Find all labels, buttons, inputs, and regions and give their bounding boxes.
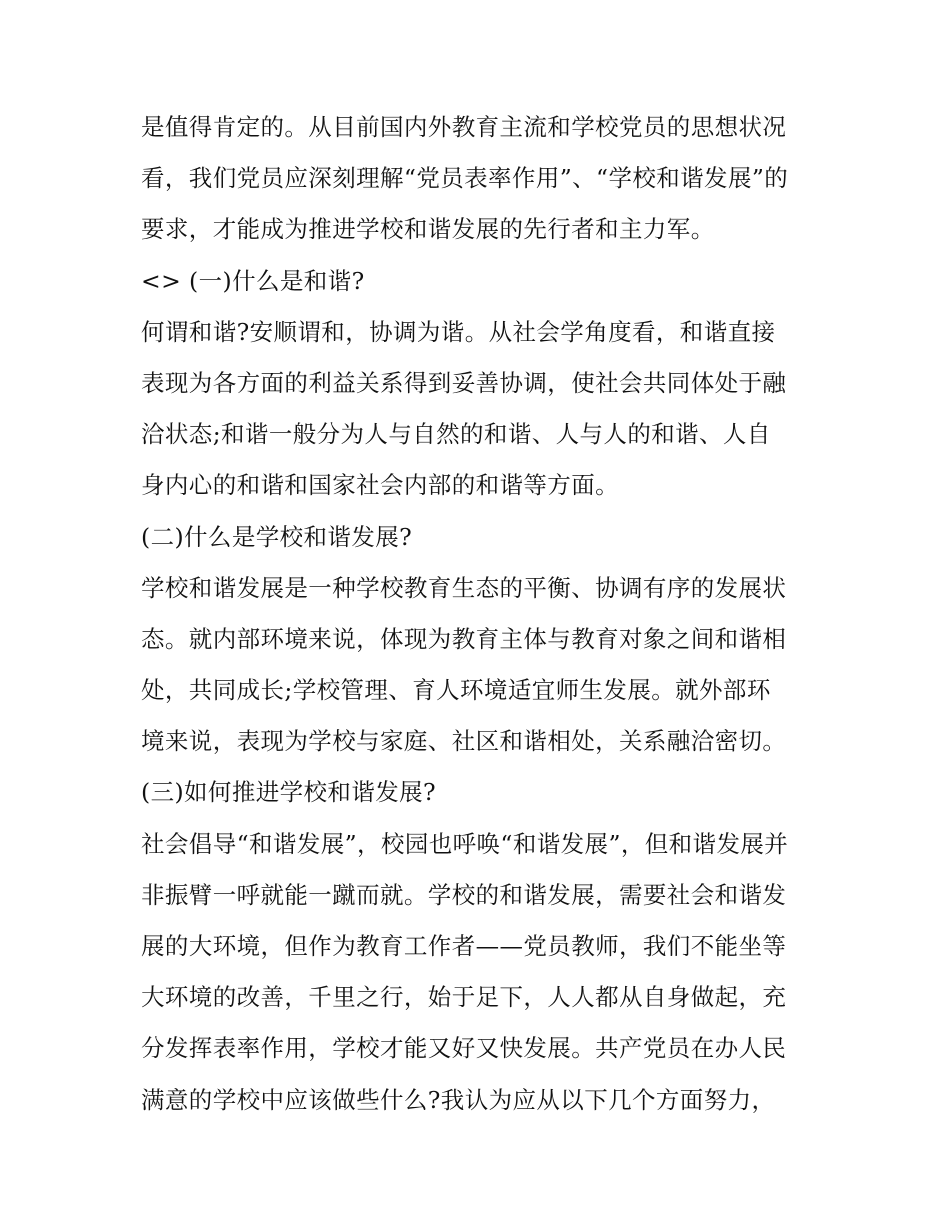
text-line: 表现为各方面的利益关系得到妥善协调，使社会共同体处于融 [141,368,787,397]
text-line: 满意的学校中应该做些什么?我认为应从以下几个方面努力， [141,1085,776,1114]
text-line: 看，我们党员应深刻理解“党员表率作用”、“学校和谐发展”的 [141,164,789,193]
text-line: 态。就内部环境来说，体现为教育主体与教育对象之间和谐相 [141,624,787,653]
text-line: 要求，才能成为推进学校和谐发展的先行者和主力军。 [141,215,715,244]
section-heading: <> (一)什么是和谐? [141,266,365,295]
text-line: 分发挥表率作用，学校才能又好又快发展。共产党员在办人民 [141,1034,787,1063]
text-line: 学校和谐发展是一种学校教育生态的平衡、协调有序的发展状 [141,573,787,602]
text-line: 身内心的和谐和国家社会内部的和谐等方面。 [141,471,619,500]
text-line: 社会倡导“和谐发展”，校园也呼唤“和谐发展”，但和谐发展并 [141,829,789,858]
section-heading: (三)如何推进学校和谐发展? [141,778,437,807]
text-line: 是值得肯定的。从目前国内外教育主流和学校党员的思想状况 [141,113,787,141]
text-line: 何谓和谐?安顺谓和，协调为谐。从社会学角度看，和谐直接 [141,317,776,346]
text-line: 处，共同成长;学校管理、育人环境适宜师生发展。就外部环 [141,676,771,705]
document-body [141,102,821,1126]
text-line: 洽状态;和谐一般分为人与自然的和谐、人与人的和谐、人自 [141,420,771,449]
text-line: 非振臂一呼就能一蹴而就。学校的和谐发展，需要社会和谐发 [141,880,787,909]
section-heading: (二)什么是学校和谐发展? [141,522,413,551]
text-line: 境来说，表现为学校与家庭、社区和谐相处，关系融洽密切。 [141,727,787,756]
text-line: 大环境的改善，千里之行，始于足下，人人都从自身做起，充 [141,983,787,1012]
text-line: 展的大环境，但作为教育工作者——党员教师，我们不能坐等 [141,932,787,960]
